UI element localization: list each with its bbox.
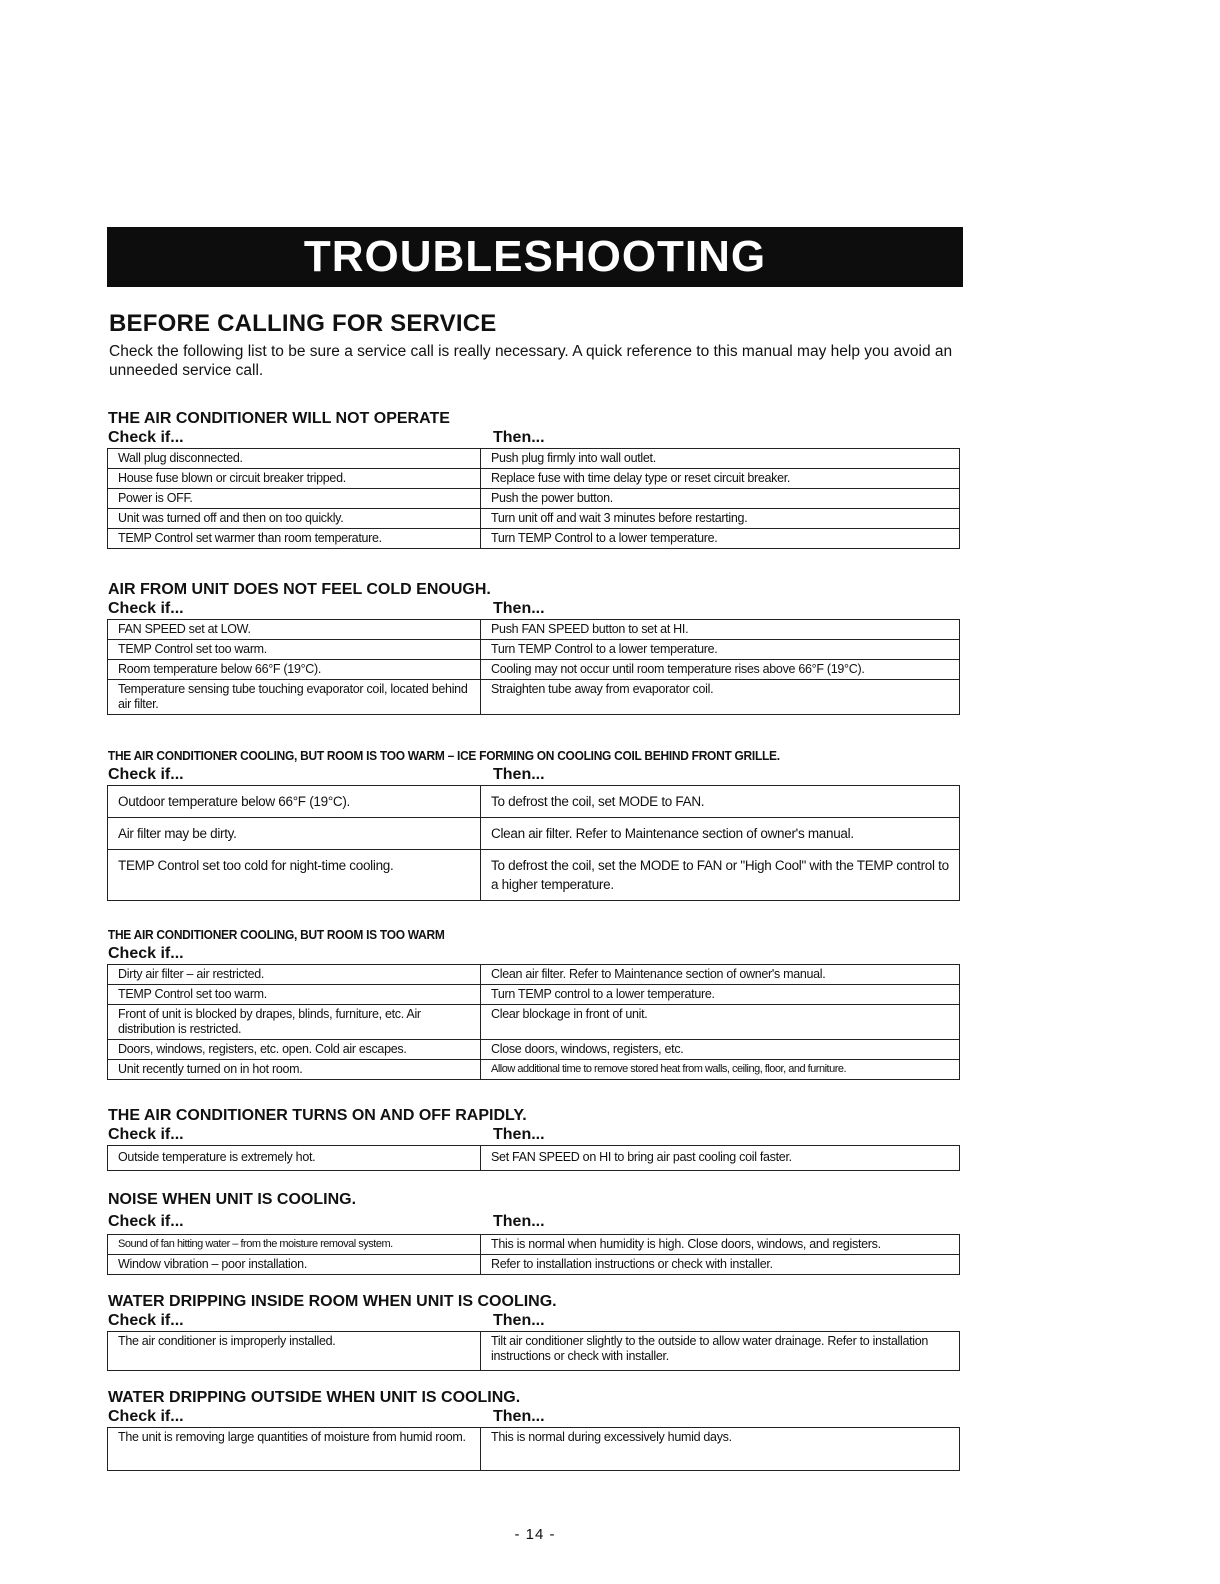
section-title: WATER DRIPPING INSIDE ROOM WHEN UNIT IS COOLING. <box>108 1293 557 1310</box>
then-cell: Turn TEMP control to a lower temperature. <box>481 985 960 1005</box>
check-if-header: Check if... <box>108 945 184 962</box>
table-row <box>108 1146 960 1171</box>
table-row <box>108 786 960 818</box>
check-if-header: Check if... <box>108 429 184 446</box>
then-cell: To defrost the coil, set MODE to FAN. <box>481 786 960 818</box>
check-cell: Doors, windows, registers, etc. open. Cold air escapes. <box>108 1040 481 1060</box>
section-on-off-rapidly <box>107 1106 960 1171</box>
then-cell: Refer to installation instructions or check with installer. <box>481 1255 960 1275</box>
check-if-header: Check if... <box>108 1213 184 1230</box>
check-cell: The air conditioner is improperly installed. <box>108 1332 481 1371</box>
then-header: Then... <box>493 1312 545 1329</box>
table-row <box>108 818 960 850</box>
check-cell: Air filter may be dirty. <box>108 818 481 850</box>
troubleshoot-table <box>107 1331 960 1371</box>
table-row <box>108 660 960 680</box>
check-if-header: Check if... <box>108 1312 184 1329</box>
troubleshoot-table <box>107 619 960 715</box>
section-title: THE AIR CONDITIONER COOLING, BUT ROOM IS TOO WARM – ICE FORMING ON COOLING COIL BEHIND FRONT GRILLE. <box>107 748 780 763</box>
then-cell: Clear blockage in front of unit. <box>481 1005 960 1040</box>
check-cell: FAN SPEED set at LOW. <box>108 620 481 640</box>
page-number: - 14 - <box>514 1526 556 1543</box>
check-cell: Front of unit is blocked by drapes, blinds, furniture, etc. Air distribution is restricted. <box>108 1005 481 1040</box>
table-row <box>108 1005 960 1040</box>
check-if-header: Check if... <box>108 766 184 783</box>
then-cell: Push FAN SPEED button to set at HI. <box>481 620 960 640</box>
then-cell: Close doors, windows, registers, etc. <box>481 1040 960 1060</box>
then-header: Then... <box>493 1213 545 1230</box>
then-header: Then... <box>493 766 545 783</box>
check-cell: Outdoor temperature below 66°F (19°C). <box>108 786 481 818</box>
then-cell: To defrost the coil, set the MODE to FAN or "High Cool" with the TEMP control to a higher temperature. <box>481 850 960 901</box>
then-cell: Tilt air conditioner slightly to the outside to allow water drainage. Refer to installation instructions or check with installer. <box>481 1332 960 1371</box>
intro-text: Check the following list to be sure a service call is really necessary. A quick reference to this manual may help you avoid an unneeded service call. <box>109 343 953 379</box>
then-cell: Clean air filter. Refer to Maintenance section of owner's manual. <box>481 818 960 850</box>
section-noise <box>107 1190 960 1275</box>
table-row <box>108 1060 960 1080</box>
check-if-header: Check if... <box>108 600 184 617</box>
troubleshoot-table <box>107 1427 960 1471</box>
check-cell: Window vibration – poor installation. <box>108 1255 481 1275</box>
check-cell: TEMP Control set too cold for night-time cooling. <box>108 850 481 901</box>
then-header: Then... <box>493 600 545 617</box>
then-cell: Cooling may not occur until room temperature rises above 66°F (19°C). <box>481 660 960 680</box>
table-row <box>108 489 960 509</box>
then-cell: Clean air filter. Refer to Maintenance section of owner's manual. <box>481 965 960 985</box>
section-title: THE AIR CONDITIONER TURNS ON AND OFF RAPIDLY. <box>108 1107 527 1124</box>
section-dripping-inside <box>107 1292 960 1371</box>
troubleshoot-table <box>107 448 960 549</box>
section-title: NOISE WHEN UNIT IS COOLING. <box>108 1191 357 1208</box>
check-cell: Power is OFF. <box>108 489 481 509</box>
check-cell: Wall plug disconnected. <box>108 449 481 469</box>
table-row <box>108 640 960 660</box>
then-cell: Allow additional time to remove stored heat from walls, ceiling, floor, and furniture. <box>481 1060 960 1080</box>
section-title: THE AIR CONDITIONER WILL NOT OPERATE <box>108 410 450 427</box>
then-cell: Replace fuse with time delay type or reset circuit breaker. <box>481 469 960 489</box>
troubleshoot-table <box>107 785 960 901</box>
table-row <box>108 1332 960 1371</box>
table-row <box>108 1428 960 1471</box>
page-heading: BEFORE CALLING FOR SERVICE <box>109 310 497 337</box>
section-not-cold-enough <box>107 580 960 715</box>
table-row <box>108 620 960 640</box>
then-cell: Straighten tube away from evaporator coil. <box>481 680 960 715</box>
table-row <box>108 529 960 549</box>
check-if-header: Check if... <box>108 1408 184 1425</box>
check-cell: TEMP Control set too warm. <box>108 640 481 660</box>
table-row <box>108 509 960 529</box>
table-row <box>108 850 960 901</box>
check-cell: Temperature sensing tube touching evaporator coil, located behind air filter. <box>108 680 481 715</box>
section-room-too-warm <box>107 925 960 1080</box>
troubleshoot-table <box>107 964 960 1080</box>
then-cell: This is normal during excessively humid days. <box>481 1428 960 1471</box>
then-header: Then... <box>493 429 545 446</box>
then-cell: Push plug firmly into wall outlet. <box>481 449 960 469</box>
check-cell: House fuse blown or circuit breaker tripped. <box>108 469 481 489</box>
check-cell: Unit recently turned on in hot room. <box>108 1060 481 1080</box>
table-row <box>108 985 960 1005</box>
then-cell: Push the power button. <box>481 489 960 509</box>
section-will-not-operate <box>107 409 960 549</box>
check-cell: Sound of fan hitting water – from the moisture removal system. <box>108 1235 481 1255</box>
then-cell: Turn unit off and wait 3 minutes before restarting. <box>481 509 960 529</box>
then-cell: This is normal when humidity is high. Close doors, windows, and registers. <box>481 1235 960 1255</box>
troubleshoot-table <box>107 1234 960 1275</box>
section-dripping-outside <box>107 1388 960 1471</box>
table-row <box>108 1235 960 1255</box>
then-cell: Set FAN SPEED on HI to bring air past cooling coil faster. <box>481 1146 960 1171</box>
section-ice-forming <box>107 746 960 901</box>
check-if-header: Check if... <box>108 1126 184 1143</box>
section-title: AIR FROM UNIT DOES NOT FEEL COLD ENOUGH. <box>108 581 491 598</box>
check-cell: Dirty air filter – air restricted. <box>108 965 481 985</box>
check-cell: TEMP Control set too warm. <box>108 985 481 1005</box>
check-cell: TEMP Control set warmer than room temperature. <box>108 529 481 549</box>
then-cell: Turn TEMP Control to a lower temperature. <box>481 529 960 549</box>
table-row <box>108 680 960 715</box>
table-row <box>108 965 960 985</box>
table-row <box>108 1255 960 1275</box>
table-row <box>108 469 960 489</box>
table-row <box>108 1040 960 1060</box>
check-cell: The unit is removing large quantities of moisture from humid room. <box>108 1428 481 1471</box>
page-banner: TROUBLESHOOTING <box>107 227 963 287</box>
section-title: WATER DRIPPING OUTSIDE WHEN UNIT IS COOLING. <box>108 1389 521 1406</box>
table-row <box>108 449 960 469</box>
then-header: Then... <box>493 1126 545 1143</box>
check-cell: Room temperature below 66°F (19°C). <box>108 660 481 680</box>
then-header: Then... <box>493 1408 545 1425</box>
check-cell: Unit was turned off and then on too quickly. <box>108 509 481 529</box>
check-cell: Outside temperature is extremely hot. <box>108 1146 481 1171</box>
section-title: THE AIR CONDITIONER COOLING, BUT ROOM IS TOO WARM <box>107 927 445 942</box>
troubleshoot-table <box>107 1145 960 1171</box>
then-cell: Turn TEMP Control to a lower temperature. <box>481 640 960 660</box>
